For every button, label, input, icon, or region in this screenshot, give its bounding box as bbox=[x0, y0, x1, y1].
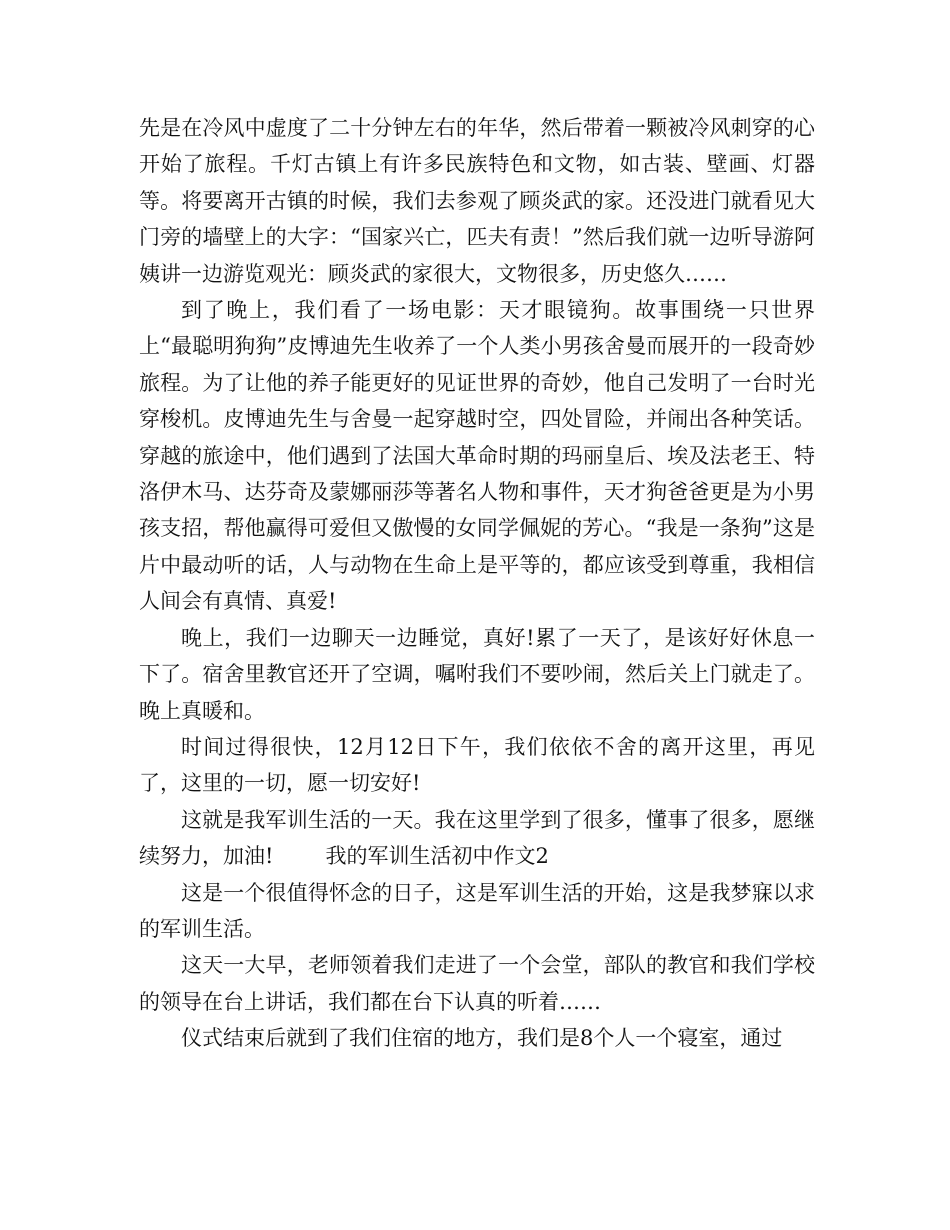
document-body bbox=[139, 110, 815, 1057]
paragraph-5 bbox=[139, 802, 815, 875]
paragraph-6: 这是一个很值得怀念的日子，这是军训生活的开始，这是我梦寐以求的军训生活。 bbox=[139, 880, 815, 941]
paragraph-3: 晚上，我们一边聊天一边睡觉，真好!累了一天了，是该好好休息一下了。宿舍里教官还开了空调，嘱咐我们不要吵闹，然后关上门就走了。晚上真暖和。 bbox=[139, 625, 815, 723]
paragraph-4: 时间过得很快，12月12日下午，我们依依不舍的离开这里，再见了，这里的一切，愿一切安好! bbox=[139, 734, 815, 796]
paragraph-7: 这天一大早，老师领着我们走进了一个会堂，部队的教官和我们学校的领导在台上讲话，我们都在台下认真的听着…… bbox=[139, 953, 815, 1014]
paragraph-1: 先是在冷风中虚度了二十分钟左右的年华，然后带着一颗被冷风刺穿的心开始了旅程。千灯古镇上有许多民族特色和文物，如古装、壁画、灯器等。将要离开古镇的时候，我们去参观了顾炎武的家。还没进门就看见大门旁的墙壁上的大字：“国家兴亡，匹夫有责！”然后我们就一边听导游阿姨讲一边游览观光：顾炎武的家很大，文物很多，历史悠久…… bbox=[139, 116, 815, 286]
essay-title-2: 我的军训生活初中作文2 bbox=[325, 844, 549, 869]
paragraph-2: 到了晚上，我们看了一场电影：天才眼镜狗。故事围绕一只世界上“最聪明狗狗”皮博迪先生收养了一个人类小男孩舍曼而展开的一段奇妙旅程。为了让他的养子能更好的见证世界的奇妙，他自己发明了一台时光穿梭机。皮博迪先生与舍曼一起穿越时空，四处冒险，并闹出各种笑话。穿越的旅途中，他们遇到了法国大革命时期的玛丽皇后、埃及法老王、特洛伊木马、达芬奇及蒙娜丽莎等著名人物和事件，天才狗爸爸更是为小男孩支招，帮他赢得可爱但又傲慢的女同学佩妮的芳心。“我是一条狗”这是片中最动听的话，人与动物在生命上是平等的，都应该受到尊重，我相信人间会有真情、真爱! bbox=[139, 298, 815, 614]
paragraph-8: 仪式结束后就到了我们住宿的地方，我们是8个人一个寝室，通过 bbox=[181, 1026, 783, 1051]
paragraph-5-text: 这就是我军训生活的一天。我在这里学到了很多，懂事了很多，愿继续努力，加油! bbox=[139, 807, 815, 869]
